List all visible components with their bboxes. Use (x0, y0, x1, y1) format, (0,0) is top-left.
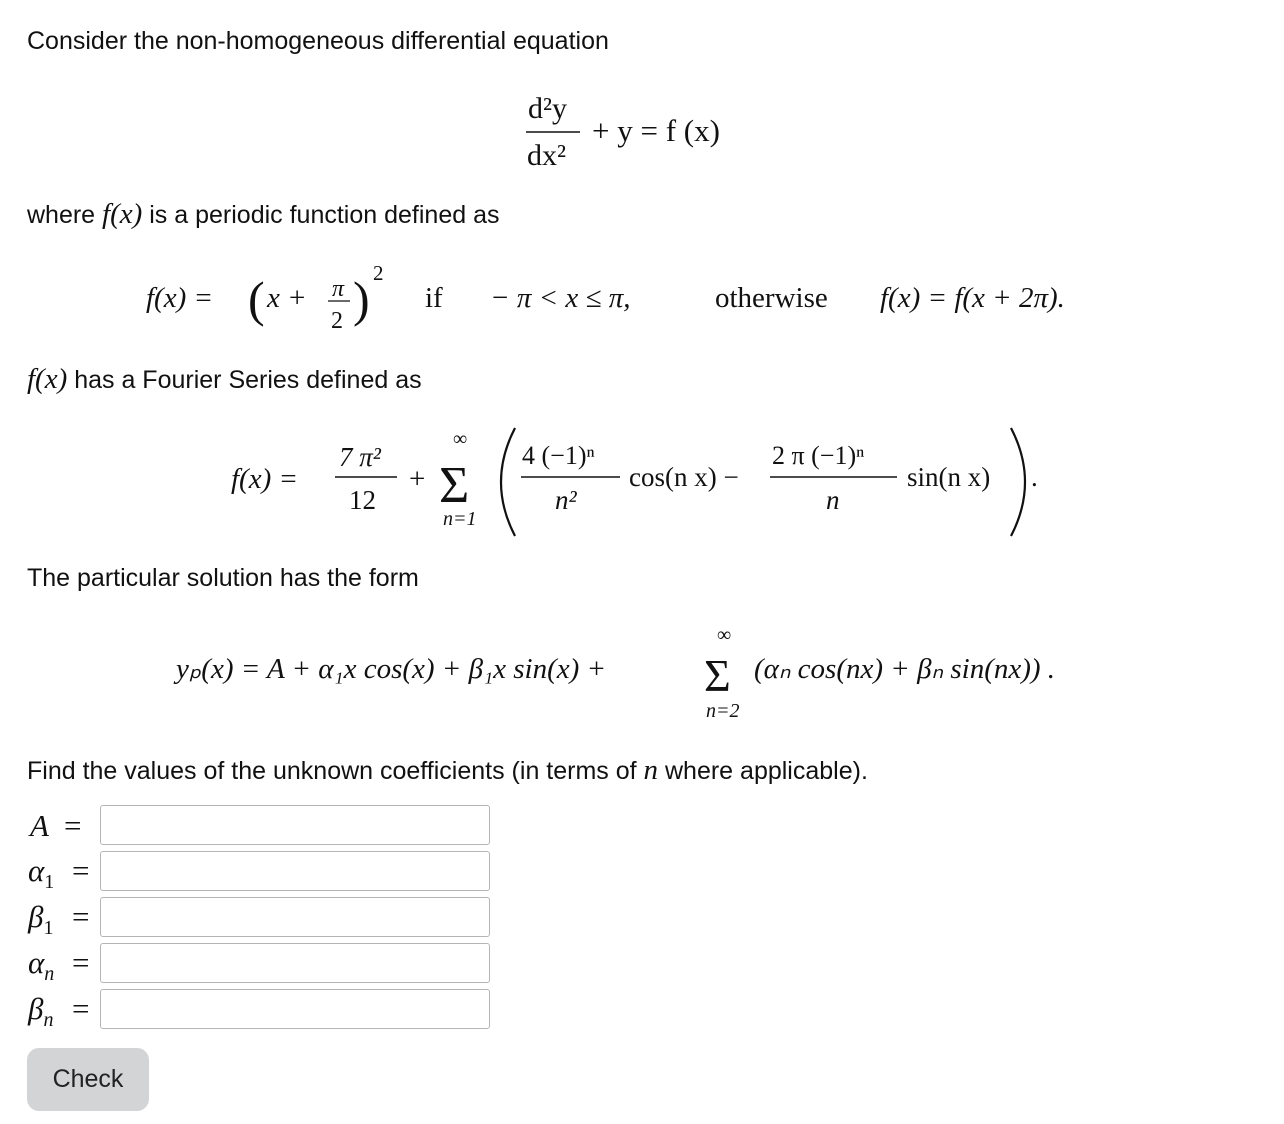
fs-t2-fn: sin(n x) (907, 462, 991, 492)
answer-input-beta-1[interactable] (100, 897, 490, 937)
fs-sum-top: ∞ (453, 428, 468, 450)
fs-plus: + (409, 463, 426, 495)
answer-equals-beta-n: = (72, 991, 90, 1026)
where-line (27, 199, 499, 230)
ode-numerator: d²y (528, 92, 567, 125)
answer-label-beta-1: $\beta_1$ (28, 899, 54, 940)
particular-intro-text: The particular solution has the form (27, 564, 419, 592)
ps-sum-bottom: n=2 (706, 700, 740, 722)
ode-equation (500, 80, 780, 180)
fs-t2-den: n (826, 485, 840, 515)
fs-end: . (1031, 462, 1038, 492)
where-prefix: where (27, 201, 96, 229)
fs-t2-num: 2 π (−1)ⁿ (772, 441, 865, 470)
intro-text: Consider the non-homogeneous differential equation (27, 27, 609, 55)
ps-lhs: yₚ(x) = A + α₁x cos(x) + β₁x sin(x) + (176, 653, 607, 685)
fourier-intro-line (27, 364, 422, 395)
ps-rhs: (αₙ cos(nx) + βₙ sin(nx)) . (754, 653, 1056, 685)
fs-lhs: f(x) = (231, 463, 299, 495)
def-two: 2 (331, 308, 343, 334)
fs-sum-bottom: n=1 (443, 508, 477, 530)
def-exponent: 2 (373, 261, 384, 285)
instruction-line (27, 755, 868, 786)
def-right-paren: ) (353, 271, 370, 327)
ps-sum-symbol: Σ (704, 650, 731, 701)
instruction-pre: Find the values of the unknown coefficients (in terms of (27, 757, 637, 785)
answer-input-a[interactable] (100, 805, 490, 845)
answer-label-beta-n: $\beta_n$ (28, 991, 54, 1032)
fourier-intro-text: has a Fourier Series defined as (74, 366, 422, 394)
def-periodic: f(x) = f(x + 2π). (880, 282, 1065, 314)
answer-label-a: A (30, 808, 49, 843)
answer-input-alpha-1[interactable] (100, 851, 490, 891)
instruction-var: n (643, 754, 659, 786)
answer-input-alpha-n[interactable] (100, 943, 490, 983)
answer-equals-beta-1: = (72, 899, 90, 934)
def-base: x + (267, 282, 307, 314)
def-domain: − π < x ≤ π, (490, 282, 631, 314)
def-pi: π (332, 276, 345, 302)
def-otherwise: otherwise (715, 282, 828, 314)
fs-t1-num: 4 (−1)ⁿ (522, 441, 595, 470)
fs-t1-fn: cos(n x) − (629, 462, 739, 492)
fs-t1-den: n² (555, 485, 577, 515)
fourier-intro-fx: f(x) (27, 363, 68, 395)
instruction-post: where applicable). (665, 757, 868, 785)
answer-label-alpha-n: $\alpha_n$ (28, 945, 55, 986)
def-lhs: f(x) = (146, 282, 214, 314)
ps-sum-top: ∞ (717, 624, 732, 646)
ode-rest: + y = f (x) (592, 113, 720, 148)
fs-a0-den: 12 (349, 485, 376, 515)
fs-right-paren (1011, 428, 1025, 536)
def-left-paren: ( (248, 271, 265, 327)
fx-definition (140, 250, 1140, 350)
where-fx: f(x) (102, 198, 143, 230)
fs-a0-num: 7 π² (339, 442, 381, 472)
answer-input-beta-n[interactable] (100, 989, 490, 1029)
fs-left-paren (501, 428, 515, 536)
ode-denominator: dx² (527, 139, 566, 172)
answer-equals-alpha-1: = (72, 853, 90, 888)
answer-equals-alpha-n: = (72, 945, 90, 980)
fourier-series (225, 420, 1055, 545)
particular-solution (170, 615, 1110, 725)
answer-label-alpha-1: $\alpha_1$ (28, 853, 55, 894)
def-if: if (425, 282, 443, 314)
check-button[interactable]: Check (27, 1048, 149, 1111)
answer-equals-a: = (64, 808, 82, 843)
where-suffix: is a periodic function defined as (149, 201, 500, 229)
fs-sum-symbol: Σ (439, 457, 470, 514)
